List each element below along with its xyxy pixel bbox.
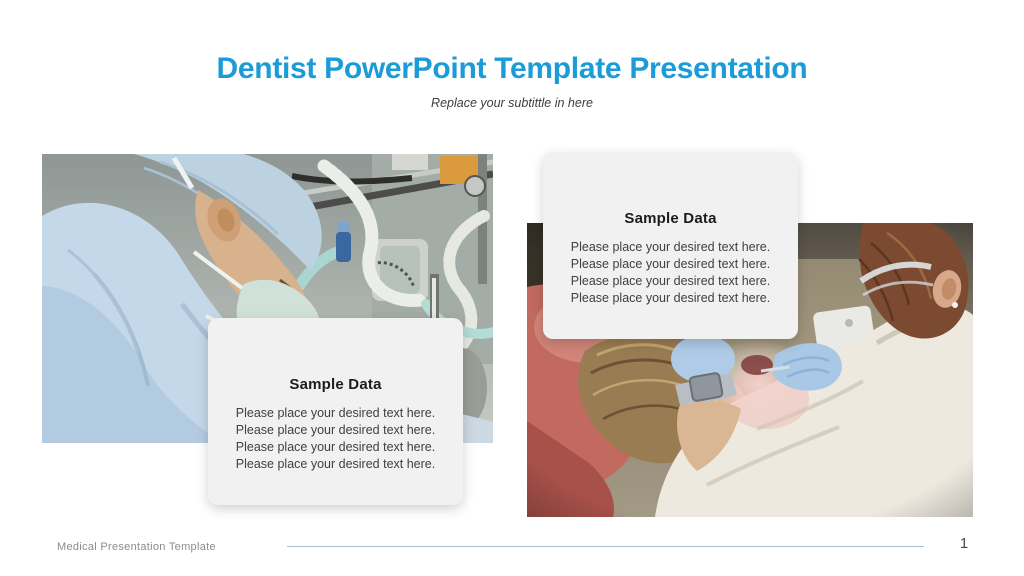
footer-divider-line: [287, 546, 924, 547]
sample-data-card-left: [208, 318, 463, 505]
card-body: Please place your desired text here. Please place your desired text here. Please place your desired text here. Please place your desired text here.: [570, 240, 771, 305]
page-number: 1: [959, 535, 969, 552]
page-subtitle: Replace your subtittle in here: [431, 96, 593, 110]
sample-data-card-right: [543, 152, 798, 339]
card-body: Please place your desired text here. Please place your desired text here. Please place your desired text here. Please place your desired text here.: [235, 406, 436, 471]
card-heading: Sample Data: [624, 210, 717, 227]
card-heading: Sample Data: [289, 376, 382, 393]
page-title: Dentist PowerPoint Template Presentation: [216, 52, 808, 85]
footer-label: Medical Presentation Template: [57, 541, 216, 553]
